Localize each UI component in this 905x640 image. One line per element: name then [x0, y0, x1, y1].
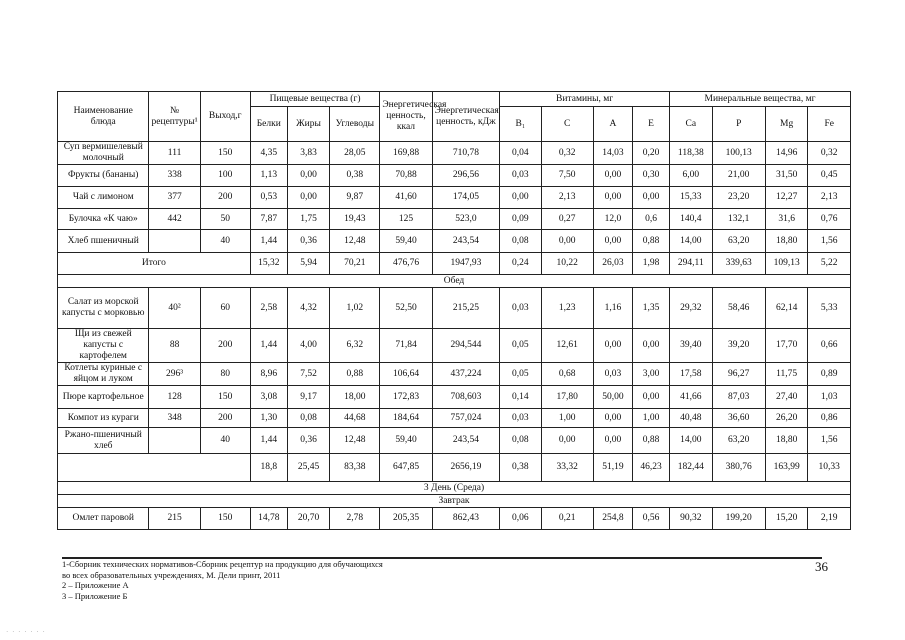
header-fat: Жиры [287, 107, 329, 142]
header-nutrients-group: Пищевые вещества (г) [250, 92, 380, 107]
total-fe: 10,33 [808, 454, 851, 482]
header-yield: Выход,г [200, 92, 250, 142]
value-a: 0,00 [593, 409, 632, 428]
value-mg: 31,6 [765, 209, 807, 230]
yield-value: 200 [200, 329, 250, 363]
total-fe: 5,22 [808, 253, 851, 275]
recipe-number: 111 [149, 142, 200, 165]
table-row [58, 142, 851, 165]
value-kj: 243,54 [432, 230, 500, 253]
table-row [58, 409, 851, 428]
value-c: 0,68 [541, 363, 593, 386]
value-kj: 174,05 [432, 187, 500, 209]
table-row [58, 386, 851, 409]
table-row [58, 165, 851, 187]
value-kj: 437,224 [432, 363, 500, 386]
value-kcal: 59,40 [380, 428, 432, 454]
dish-name: Щи из свежей капусты с картофелем [58, 329, 149, 363]
value-protein: 8,96 [250, 363, 287, 386]
value-fat: 4,00 [287, 329, 329, 363]
header-vit-e: E [633, 107, 670, 142]
value-a: 50,00 [593, 386, 632, 409]
value-carbs: 28,05 [330, 142, 380, 165]
value-kcal: 172,83 [380, 386, 432, 409]
value-mg: 17,70 [765, 329, 807, 363]
total-c: 10,22 [541, 253, 593, 275]
yield-value: 150 [200, 508, 250, 530]
value-mg: 12,27 [765, 187, 807, 209]
total-b1: 0,38 [500, 454, 541, 482]
recipe-number [149, 428, 200, 454]
recipe-number [149, 230, 200, 253]
value-protein: 1,44 [250, 428, 287, 454]
header-recipe-no: № рецептуры¹ [149, 92, 200, 142]
value-mg: 18,80 [765, 428, 807, 454]
total-protein: 15,32 [250, 253, 287, 275]
header-name: Наименование блюда [58, 92, 149, 142]
value-carbs: 12,48 [330, 230, 380, 253]
header-minerals-group: Минеральные вещества, мг [670, 92, 851, 107]
value-e: 0,00 [633, 386, 670, 409]
value-fe: 0,76 [808, 209, 851, 230]
value-c: 0,00 [541, 230, 593, 253]
value-p: 87,03 [712, 386, 765, 409]
value-kcal: 169,88 [380, 142, 432, 165]
dish-name: Компот из кураги [58, 409, 149, 428]
total-kcal: 476,76 [380, 253, 432, 275]
value-p: 63,20 [712, 428, 765, 454]
total-carbs: 70,21 [330, 253, 380, 275]
value-ca: 6,00 [670, 165, 712, 187]
recipe-number: 338 [149, 165, 200, 187]
value-mg: 26,20 [765, 409, 807, 428]
total-b1: 0,24 [500, 253, 541, 275]
value-kj: 757,024 [432, 409, 500, 428]
value-mg: 27,40 [765, 386, 807, 409]
value-e: 1,00 [633, 409, 670, 428]
value-fe: 0,32 [808, 142, 851, 165]
total-p: 339,63 [712, 253, 765, 275]
recipe-number: 128 [149, 386, 200, 409]
value-carbs: 6,32 [330, 329, 380, 363]
value-e: 1,35 [633, 288, 670, 329]
recipe-number: 442 [149, 209, 200, 230]
section-row [58, 495, 851, 508]
table-row [58, 363, 851, 386]
section-lunch: Обед [58, 275, 851, 288]
value-protein: 2,58 [250, 288, 287, 329]
dish-name: Омлет паровой [58, 508, 149, 530]
total-ca: 294,11 [670, 253, 712, 275]
footnotes [62, 559, 383, 601]
value-ca: 14,00 [670, 230, 712, 253]
header-vit-a: A [593, 107, 632, 142]
value-kj: 215,25 [432, 288, 500, 329]
nutrition-menu-table [57, 91, 851, 530]
value-fe: 5,33 [808, 288, 851, 329]
dish-name: Суп вермишелевый молочный [58, 142, 149, 165]
value-kcal: 184,64 [380, 409, 432, 428]
value-ca: 41,66 [670, 386, 712, 409]
dish-name: Ржано-пшеничный хлеб [58, 428, 149, 454]
value-mg: 62,14 [765, 288, 807, 329]
section-row [58, 482, 851, 495]
value-protein: 1,44 [250, 230, 287, 253]
table-row [58, 187, 851, 209]
value-protein: 1,30 [250, 409, 287, 428]
recipe-number: 40² [149, 288, 200, 329]
value-p: 23,20 [712, 187, 765, 209]
value-mg: 18,80 [765, 230, 807, 253]
value-fat: 0,36 [287, 230, 329, 253]
total-fat: 25,45 [287, 454, 329, 482]
yield-value: 40 [200, 230, 250, 253]
value-ca: 14,00 [670, 428, 712, 454]
value-carbs: 0,88 [330, 363, 380, 386]
table-row [58, 209, 851, 230]
value-c: 1,23 [541, 288, 593, 329]
value-c: 1,00 [541, 409, 593, 428]
recipe-number: 88 [149, 329, 200, 363]
value-mg: 31,50 [765, 165, 807, 187]
value-fe: 2,13 [808, 187, 851, 209]
value-a: 12,0 [593, 209, 632, 230]
total-blank [58, 454, 251, 482]
value-a: 0,03 [593, 363, 632, 386]
header-vit-c: C [541, 107, 593, 142]
value-a: 1,16 [593, 288, 632, 329]
value-a: 254,8 [593, 508, 632, 530]
value-fat: 7,52 [287, 363, 329, 386]
value-p: 96,27 [712, 363, 765, 386]
dish-name: Чай с лимоном [58, 187, 149, 209]
value-carbs: 12,48 [330, 428, 380, 454]
yield-value: 50 [200, 209, 250, 230]
value-kj: 862,43 [432, 508, 500, 530]
header-energy-kcal: Энергетическая ценность, ккал [380, 92, 432, 142]
total-c: 33,32 [541, 454, 593, 482]
value-fat: 1,75 [287, 209, 329, 230]
value-p: 39,20 [712, 329, 765, 363]
dish-name: Фрукты (бананы) [58, 165, 149, 187]
value-kcal: 41,60 [380, 187, 432, 209]
value-protein: 0,53 [250, 187, 287, 209]
total-kj: 2656,19 [432, 454, 500, 482]
value-c: 0,21 [541, 508, 593, 530]
header-mg: Mg [765, 107, 807, 142]
table-row [58, 508, 851, 530]
yield-value: 150 [200, 386, 250, 409]
value-ca: 17,58 [670, 363, 712, 386]
value-fat: 0,08 [287, 409, 329, 428]
yield-value: 40 [200, 428, 250, 454]
value-ca: 15,33 [670, 187, 712, 209]
footnote-1-cont: во всех образовательных учреждениях, М. Дели принт, 2011 [62, 569, 281, 580]
value-fe: 2,19 [808, 508, 851, 530]
yield-value: 150 [200, 142, 250, 165]
value-e: 0,00 [633, 329, 670, 363]
value-protein: 14,78 [250, 508, 287, 530]
total-e: 46,23 [633, 454, 670, 482]
yield-value: 200 [200, 187, 250, 209]
value-p: 100,13 [712, 142, 765, 165]
header-fe: Fe [808, 107, 851, 142]
header-p: P [712, 107, 765, 142]
header-vit-b1: B₁ [500, 107, 541, 142]
total-mg: 109,13 [765, 253, 807, 275]
total-kj: 1947,93 [432, 253, 500, 275]
value-c: 17,80 [541, 386, 593, 409]
value-ca: 140,4 [670, 209, 712, 230]
value-b1: 0,14 [500, 386, 541, 409]
value-carbs: 19,43 [330, 209, 380, 230]
total-a: 51,19 [593, 454, 632, 482]
footnote-2: 2 – Приложение А [62, 580, 129, 590]
value-b1: 0,08 [500, 230, 541, 253]
value-e: 0,56 [633, 508, 670, 530]
value-b1: 0,05 [500, 363, 541, 386]
value-b1: 0,06 [500, 508, 541, 530]
value-kcal: 205,35 [380, 508, 432, 530]
value-fat: 4,32 [287, 288, 329, 329]
value-protein: 7,87 [250, 209, 287, 230]
recipe-number: 296³ [149, 363, 200, 386]
value-carbs: 1,02 [330, 288, 380, 329]
header-ca: Ca [670, 107, 712, 142]
value-carbs: 9,87 [330, 187, 380, 209]
value-kcal: 70,88 [380, 165, 432, 187]
value-p: 132,1 [712, 209, 765, 230]
scan-mark: · · · · · · · [6, 628, 46, 636]
value-b1: 0,09 [500, 209, 541, 230]
value-a: 0,00 [593, 230, 632, 253]
total-kcal: 647,85 [380, 454, 432, 482]
value-kcal: 59,40 [380, 230, 432, 253]
value-carbs: 44,68 [330, 409, 380, 428]
recipe-number: 348 [149, 409, 200, 428]
value-c: 0,27 [541, 209, 593, 230]
value-protein: 3,08 [250, 386, 287, 409]
value-fat: 20,70 [287, 508, 329, 530]
value-kcal: 71,84 [380, 329, 432, 363]
value-fat: 0,36 [287, 428, 329, 454]
table-row [58, 230, 851, 253]
value-c: 7,50 [541, 165, 593, 187]
value-kj: 296,56 [432, 165, 500, 187]
value-b1: 0,08 [500, 428, 541, 454]
value-fat: 9,17 [287, 386, 329, 409]
value-e: 0,88 [633, 230, 670, 253]
value-c: 12,61 [541, 329, 593, 363]
value-fe: 1,56 [808, 428, 851, 454]
value-ca: 29,32 [670, 288, 712, 329]
value-fat: 0,00 [287, 165, 329, 187]
value-ca: 90,32 [670, 508, 712, 530]
value-kj: 243,54 [432, 428, 500, 454]
value-kcal: 52,50 [380, 288, 432, 329]
value-e: 0,88 [633, 428, 670, 454]
value-ca: 40,48 [670, 409, 712, 428]
value-b1: 0,05 [500, 329, 541, 363]
value-a: 0,00 [593, 428, 632, 454]
value-c: 0,00 [541, 428, 593, 454]
value-b1: 0,04 [500, 142, 541, 165]
value-fe: 1,56 [808, 230, 851, 253]
section-day3: 3 День (Среда) [58, 482, 851, 495]
value-e: 0,30 [633, 165, 670, 187]
footnote-1: 1-Сборник технических нормативов-Сборник рецептур на продукцию для обучающихся [62, 559, 383, 569]
yield-value: 200 [200, 409, 250, 428]
page-number: 36 [815, 559, 828, 574]
header-carbs: Углеводы [330, 107, 380, 142]
header-protein: Белки [250, 107, 287, 142]
value-protein: 1,44 [250, 329, 287, 363]
value-fe: 1,03 [808, 386, 851, 409]
value-b1: 0,03 [500, 409, 541, 428]
recipe-number: 377 [149, 187, 200, 209]
value-c: 2,13 [541, 187, 593, 209]
total-ca: 182,44 [670, 454, 712, 482]
value-b1: 0,03 [500, 165, 541, 187]
value-ca: 118,38 [670, 142, 712, 165]
value-fat: 0,00 [287, 187, 329, 209]
table-row [58, 428, 851, 454]
total-row [58, 454, 851, 482]
value-carbs: 2,78 [330, 508, 380, 530]
value-kj: 710,78 [432, 142, 500, 165]
yield-value: 100 [200, 165, 250, 187]
total-carbs: 83,38 [330, 454, 380, 482]
value-fe: 0,66 [808, 329, 851, 363]
value-e: 0,20 [633, 142, 670, 165]
total-mg: 163,99 [765, 454, 807, 482]
value-b1: 0,00 [500, 187, 541, 209]
value-a: 0,00 [593, 187, 632, 209]
footnote-3: 3 – Приложение Б [62, 590, 128, 601]
value-mg: 11,75 [765, 363, 807, 386]
value-e: 0,6 [633, 209, 670, 230]
value-a: 0,00 [593, 165, 632, 187]
value-e: 3,00 [633, 363, 670, 386]
value-kcal: 125 [380, 209, 432, 230]
dish-name: Пюре картофельное [58, 386, 149, 409]
value-mg: 14,96 [765, 142, 807, 165]
value-kj: 294,544 [432, 329, 500, 363]
total-a: 26,03 [593, 253, 632, 275]
value-carbs: 18,00 [330, 386, 380, 409]
value-fe: 0,86 [808, 409, 851, 428]
value-carbs: 0,38 [330, 165, 380, 187]
value-p: 63,20 [712, 230, 765, 253]
value-fe: 0,89 [808, 363, 851, 386]
recipe-number: 215 [149, 508, 200, 530]
value-b1: 0,03 [500, 288, 541, 329]
value-protein: 1,13 [250, 165, 287, 187]
total-label: Итого [58, 253, 251, 275]
total-protein: 18,8 [250, 454, 287, 482]
value-p: 199,20 [712, 508, 765, 530]
value-kj: 523,0 [432, 209, 500, 230]
value-fat: 3,83 [287, 142, 329, 165]
value-protein: 4,35 [250, 142, 287, 165]
value-ca: 39,40 [670, 329, 712, 363]
header-energy-kj: Энергетическая ценность, кДж [432, 92, 500, 142]
dish-name: Котлеты куриные с яйцом и луком [58, 363, 149, 386]
total-fat: 5,94 [287, 253, 329, 275]
value-a: 14,03 [593, 142, 632, 165]
dish-name: Салат из морской капусты с морковью [58, 288, 149, 329]
value-a: 0,00 [593, 329, 632, 363]
total-row [58, 253, 851, 275]
value-p: 58,46 [712, 288, 765, 329]
table-row [58, 329, 851, 363]
total-e: 1,98 [633, 253, 670, 275]
value-fe: 0,45 [808, 165, 851, 187]
value-c: 0,32 [541, 142, 593, 165]
value-kj: 708,603 [432, 386, 500, 409]
value-mg: 15,20 [765, 508, 807, 530]
value-kcal: 106,64 [380, 363, 432, 386]
value-p: 36,60 [712, 409, 765, 428]
section-row [58, 275, 851, 288]
section-breakfast: Завтрак [58, 495, 851, 508]
total-p: 380,76 [712, 454, 765, 482]
yield-value: 60 [200, 288, 250, 329]
value-e: 0,00 [633, 187, 670, 209]
yield-value: 80 [200, 363, 250, 386]
dish-name: Хлеб пшеничный [58, 230, 149, 253]
header-vitamins-group: Витамины, мг [500, 92, 670, 107]
dish-name: Булочка «К чаю» [58, 209, 149, 230]
value-p: 21,00 [712, 165, 765, 187]
table-row [58, 288, 851, 329]
